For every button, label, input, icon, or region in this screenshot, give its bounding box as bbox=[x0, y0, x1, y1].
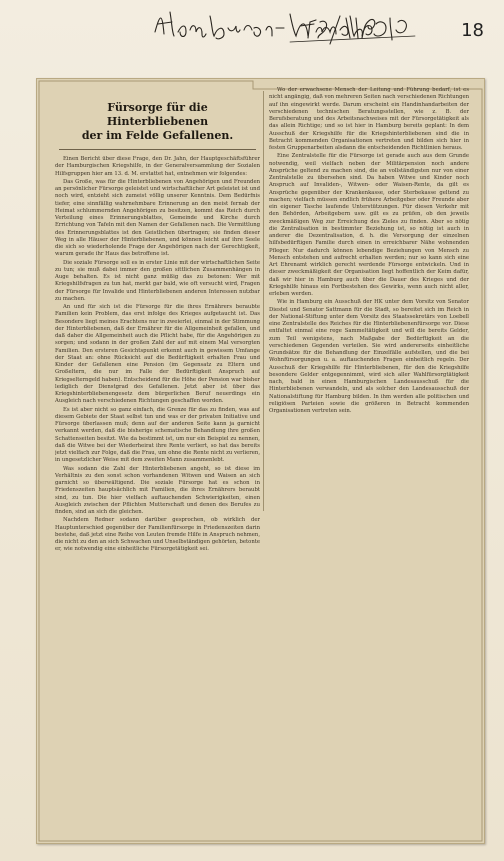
paragraph: Eine Zentralstelle für die Fürsorge ist gerade auch aus dem Grunde notwendig, weil vielfach neben der Militärpension noch andere Ansprüche geltend zu machen sind, die an vollständigsten nur von einer Zentralstelle zu übersehen sind. Da haben Witwe und Kinder noch Anspruch auf Invaliden-, Witwen- oder Waisen-Rente, da gilt es Ansprüche gegenüber der Krankenkasse, oder Sterbekasse geltend zu machen; vielfach müssen endlich frühere Arbeitgeber oder Freunde aber ein eigener Tasche laufende Unterstützungen. Für diesen Verkehr mit den Behörden, Arbeitgebern usw. gilt es zu prüfen, ob den jeweils zweckmäßigen Weg zur Erreichung des Zieles zu finden. Aber so nötig die Zentralisation in bestimmter Beziehung ist, so nötig ist auch in anderer die Dezentralisation, d. h. die Versorgung der einzelnen hilfsbedürftigen Familie durch einen in erreichbarer Nähe wohnenden Pfleger. Nur dadurch können lebendige Beziehungen von Mensch zu Mensch entstehen und aufrecht erhalten werden; nur so kann sich eine Art Ehrenamt wirklich gerecht werdende Fürsorge entwickeln. Und in dieser zweckmäßigkeit der Organisation liegt hoffentlich der Keim dafür, daß wir hier in Hamburg auch über die Dauer des Krieges und der Kriegshilfe hinaus ein Fortbestehen des Gewirks, wenn auch nicht aller, erleben werden. bbox=[269, 153, 469, 297]
paragraph: Was sodann die Zahl der Hinterbliebenen angeht, so ist diese im Verhältnis zu den sonst schon vorhandenen Witwen und Waisen an sich garnicht so überwältigend. Die soziale Fürsorge hat es schon in Friedenszeiten hauptsächlich mit Familien, die ihres Ernährers beraubt sind, zu tun. Die hier vielfach auftauchenden Schwierigkeiten, einen Ausgleich zwischen der Pflichten Mutterschaft und denen des Berufes zu finden, sind an sich die gleichen. bbox=[55, 465, 260, 515]
page-number: 18 bbox=[461, 20, 484, 41]
paragraph: Nachdem Redner sodann darüber gesprochen, ob wirklich der Hauptunterschied gegenüber der Familienfürsorge in Friedenszeiten darin bestehe, daß jetzt eine Reihe von Leuten fremde Hilfe in Anspruch nehmen, die nicht zu den an sich Schwachen und Unselbständigen gehörten, betonte er, wie notwendig eine einheitliche Fürsorgetätigkeit sei. bbox=[55, 517, 260, 553]
paragraph: Wo der erwachsene Mensch der Leitung und Führung bedarf, ist es nicht angängig, daß von mehreren Seiten nach verschiedenen Richtungen auf ihn eingewirkt werde. Darum erscheint ein Handinhandarbeiten der verschiedenen technischen Beratungsstellen, wie z. B. der Berufsberatung und des Arbeitsnachweises mit der Fürsorgetätigkeit als das allein Richtige; und so ist hier in Hamburg bereits geplant: In dem Ausschuß der Kriegshilfe für die Kriegshinterbliebenen sind die in Betracht kommenden Organisationen vertreten und bilden sich hier in festen Gruppenarbeiten alsdann die entscheidenden Richtlinien heraus. bbox=[269, 87, 469, 151]
handwritten-source-note bbox=[150, 4, 420, 52]
paragraph: Es ist aber nicht so ganz einfach, die Grenze für das zu finden, was auf diesem Gebiete der Staat selbst tun und was er der privaten Initiative und Fürsorge überlassen muß; denn auf der anderen Seite kann ja garnicht verkannt werden, daß die bisherige schematische Behandlung ihre großen Schattenseiten besitzt. Wie da bestimmt ist, um nur ein Beispiel zu nennen, daß die Witwe bei der Wiederheirat ihre Rente verliert, so hat das bereits jetzt vielfach zur Folge, daß die Frau, um ohne die Rente nicht zu verlieren, in ungesetzlicher Weise mit dem zweiten Mann zusammenlebt. bbox=[55, 406, 260, 464]
column-divider bbox=[263, 91, 264, 511]
article-headline bbox=[59, 97, 256, 150]
article-column-left bbox=[55, 87, 260, 827]
article-column-right bbox=[269, 87, 469, 827]
paragraph: Die soziale Fürsorge soll es in erster Linie mit der wirtschaftlichen Seite zu tun; sie muß dabei immer den großen sittlichen Zusammenhängen in Auge behalten. Es ist nicht ganz müßig das zu betonen: Wer mit Kriegshilfsfragen zu tun hat, merkt gar bald, wie oft versucht wird, Fragen der Fürsorge für Invalide und Hinterbliebenen anderen Interessen nutzbar zu machen. bbox=[55, 259, 260, 302]
article-title-line-2: der im Felde Gefallenen. bbox=[81, 129, 234, 142]
paragraph: Das Große, was für die Hinterbliebenen von Angehörigen und Freunden an persönlicher Fürsorge geleistet und wirtschaftlicher Art geleistet ist und noch wird, entzieht sich zumeist völlig unserer Kenntnis. Dem Bedürfnis tiefer, eine sinnfällig wahrnehmbare Erinnerung an den meist fernab der Heimat schlummernden Angehörigen zu besitzen, kommt das Reich durch Verteilung eines Erinnerungsblattes, Gemeinde und Kirche durch Errichtung von Tafeln mit den Namen der Gefallenen nach. Die Vermittlung des Erinnerungsblattes ist den Geistlichen übertragen; sie finden dieser Weg in alle Häuser der Hinterbliebenen, und können leicht auf ihre Seele die sich so wiederholende Frage der Angehörigen nach der Gerechtigkeit, warum gerade ihr Haus das betroffene ist. bbox=[55, 178, 260, 258]
handwriting-signature-icon bbox=[150, 4, 420, 52]
article-title-line-1: Fürsorge für die Hinterbliebenen bbox=[106, 101, 209, 128]
paragraph: An und für sich ist die Fürsorge für die ihres Ernährers beraubte Familien kein Problem, das erst infolge des Krieges aufgetaucht ist. Das Besondere liegt meines Erachtens nur in zweierlei, einmal in der Stimmung der Hinterbliebenen, daß der Ernährer für die Allgemeinheit gefallen, und daß daher die Allgemeinheit auch die Pflicht habe, für die Angehörigen zu sorgen; und sodann in der großen Zahl der auf mit einem Mal versorgten Familien. Den ersteren Gesichtspunkt erkennt auch in gewissem Umfange der Staat an: ohne Rücksicht auf die Bedürftigkeit erhalten Frau und Kinder der Gefallenen eine Pension (im Gegensatz zu Eltern und Großeltern, die nur im Falle der Bedürftigkeit Anspruch auf Kriegselterngeld haben). Entscheidend für die Höhe der Pension war bisher lediglich der Dienstgrad des Gefallenen. Jetzt aber ist über das Kriegshinterbliebenengesetz dem bürgerlichen Beruf neuerdings ein Ausgleich nach verschiedenen Richtungen geschaffen worden. bbox=[55, 304, 260, 405]
paragraph: Wie in Hamburg ein Ausschuß der HK unter dem Vorsitz von Senator Diestel und Senator Sattmann für die Stadt, so bereitet sich im Reich in der National-Stiftung unter dem Vorsitz des Staatssekretärs von Loebell eine Zentralstelle des Reiches für die Hinterbliebenenfürsorge vor. Diese entfaltet einmal eine rege Sammeltätigkeit und will die bereits Gelder, zum Teil wenigstens, nach Maßgabe der Bedürftigkeit an die verschiedenen Gegenden verteilen. Sie wird andererseits einheitliche Grundsätze für die Behandlung der Einzelfälle aufstellen, und die bei Wohnfürsorgungen u. a. auftauchenden Fragen einheitlich regeln. Der Ausschuß der Kriegshilfe für Hinterbliebenen, für den die Kriegshilfe besondere Gelder entgegennimmt, wird sich aller Wahlfürsorgtätigkeit nach, bald in einen Hamburgischen Landesausschuß für die Hinterbliebenen verwandeln, und als solcher den Landesausschuß der Nationalstiftung für Hamburg bilden. In ihm werden alle politischen und religiösen Parteien sowie die größeren in Betracht kommenden Organisationen vertreten sein. bbox=[269, 299, 469, 414]
newspaper-clipping bbox=[36, 78, 485, 844]
paragraph: Einen Bericht über diese Frage, den Dr. Jahn, der Hauptgeschäftsführer der Hamburgischen Kriegshilfe, in der Generalversammlung der Sozialen Hilfsgruppen hier am 13. d. M. erstattet hat, entnehmen wir folgendes: bbox=[55, 156, 260, 177]
